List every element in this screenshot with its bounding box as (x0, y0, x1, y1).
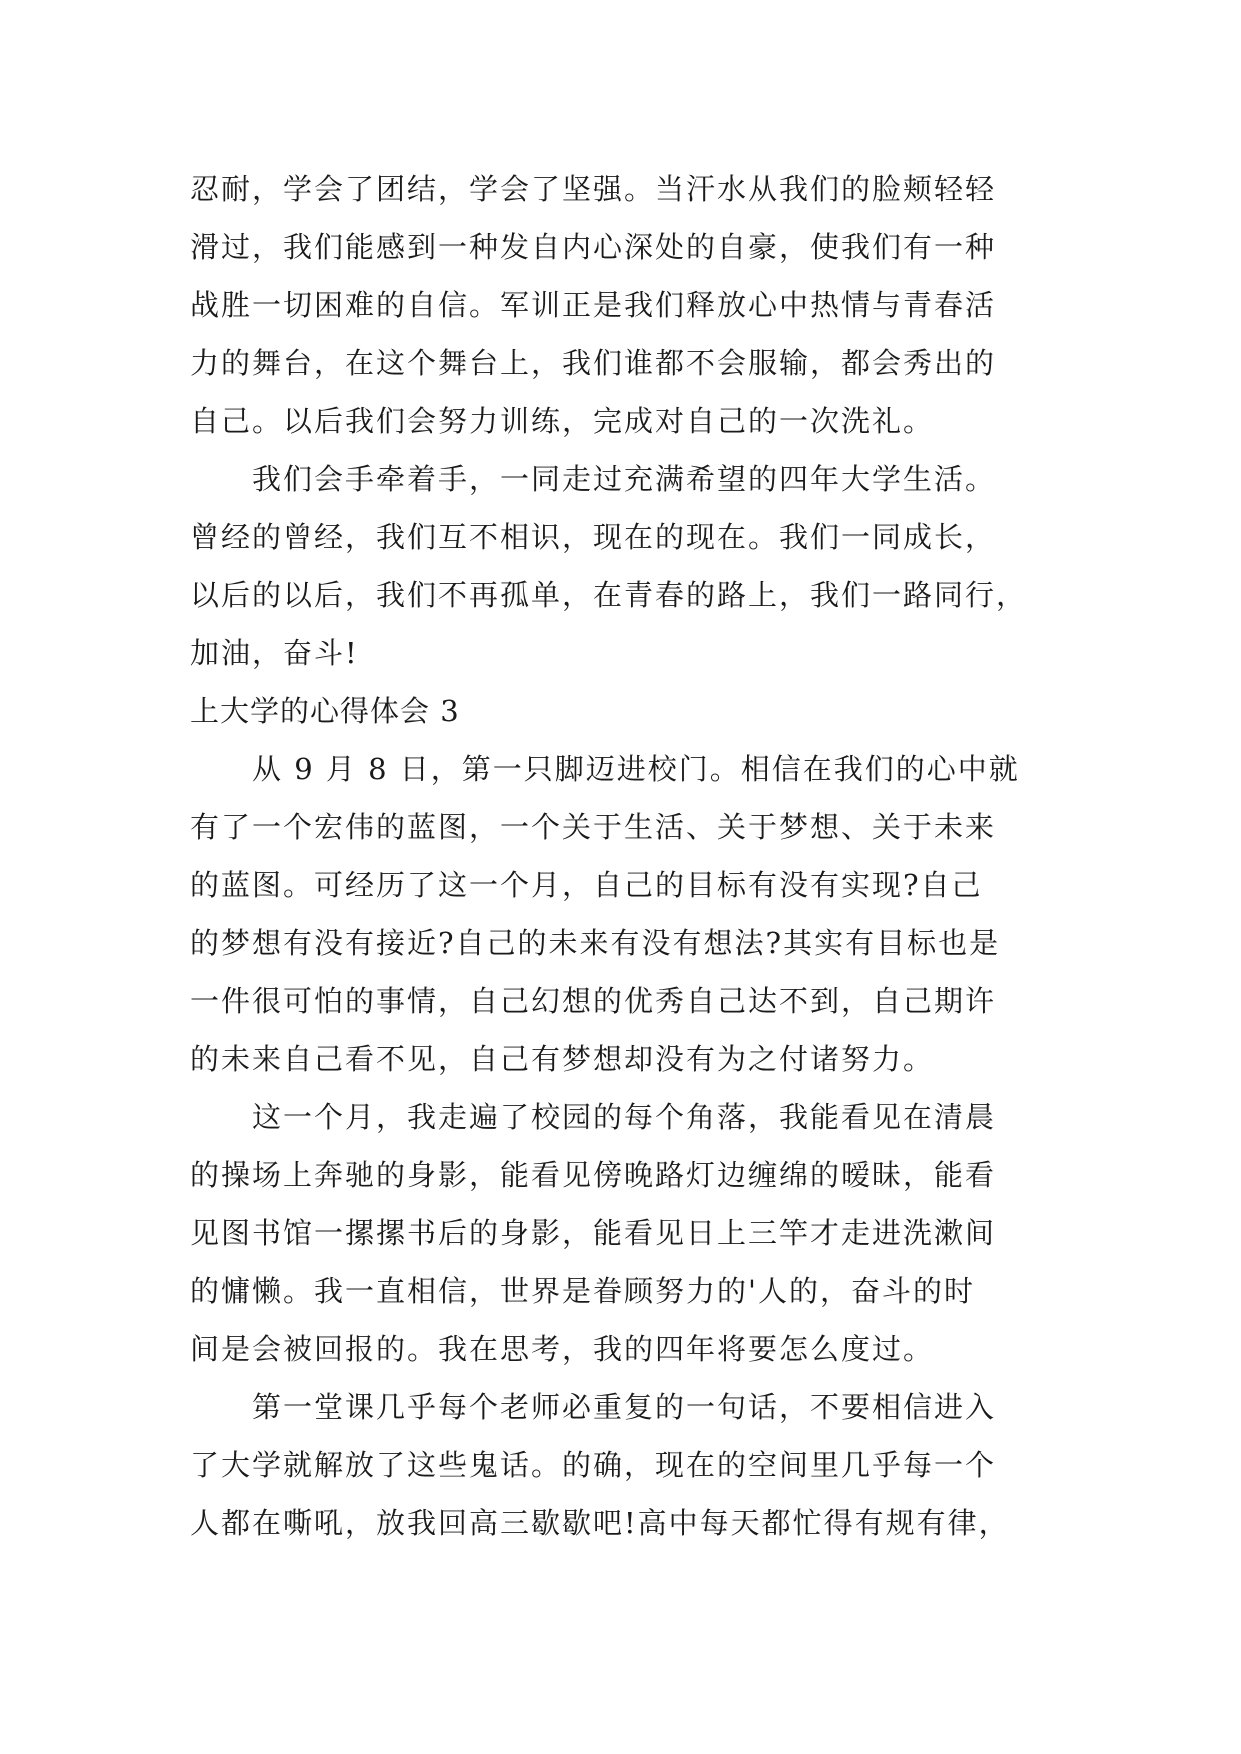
text-line: 滑过，我们能感到一种发自内心深处的自豪，使我们有一种 (190, 230, 997, 264)
text-line: 人都在嘶吼，放我回高三歇歇吧!高中每天都忙得有规有律， (190, 1506, 1010, 1540)
section-heading: 上大学的心得体会 3 (190, 694, 460, 728)
paragraph-5 (190, 1378, 1050, 1552)
paragraph-3 (190, 740, 1050, 1088)
text-line: 战胜一切困难的自信。军训正是我们释放心中热情与青春活 (190, 288, 997, 322)
text-line: 了大学就解放了这些鬼话。的确，现在的空间里几乎每一个 (190, 1448, 997, 1482)
text-line: 第一堂课几乎每个老师必重复的一句话，不要相信进入 (252, 1390, 997, 1424)
text-line: 的慵懒。我一直相信，世界是眷顾努力的'人的，奋斗的时 (190, 1274, 975, 1308)
text-line: 的操场上奔驰的身影，能看见傍晚路灯边缠绵的暧昧，能看 (190, 1158, 997, 1192)
text-line: 一件很可怕的事情，自己幻想的优秀自己达不到，自己期许 (190, 984, 997, 1018)
text-line: 曾经的曾经，我们互不相识，现在的现在。我们一同成长， (190, 520, 997, 554)
text-line: 这一个月，我走遍了校园的每个角落，我能看见在清晨 (252, 1100, 997, 1134)
text-line: 加油，奋斗! (190, 636, 359, 670)
text-line: 间是会被回报的。我在思考，我的四年将要怎么度过。 (190, 1332, 935, 1366)
text-line: 的蓝图。可经历了这一个月，自己的目标有没有实现?自己 (190, 868, 983, 902)
text-line: 忍耐，学会了团结，学会了坚强。当汗水从我们的脸颊轻轻 (190, 172, 997, 206)
paragraph-2 (190, 450, 1050, 682)
text-line: 力的舞台，在这个舞台上，我们谁都不会服输，都会秀出的 (190, 346, 997, 380)
text-line: 以后的以后，我们不再孤单，在青春的路上，我们一路同行， (190, 578, 1028, 612)
text-line: 从 9 月 8 日，第一只脚迈进校门。相信在我们的心中就 (252, 752, 1020, 786)
text-line: 我们会手牵着手，一同走过充满希望的四年大学生活。 (252, 462, 997, 496)
document-page (190, 160, 1050, 1552)
text-line: 有了一个宏伟的蓝图，一个关于生活、关于梦想、关于未来 (190, 810, 997, 844)
text-line: 的梦想有没有接近?自己的未来有没有想法?其实有目标也是 (190, 926, 1001, 960)
text-line: 的未来自己看不见，自己有梦想却没有为之付诸努力。 (190, 1042, 935, 1076)
text-line: 自己。以后我们会努力训练，完成对自己的一次洗礼。 (190, 404, 935, 438)
paragraph-4 (190, 1088, 1050, 1378)
text-line: 见图书馆一摞摞书后的身影，能看见日上三竿才走进洗漱间 (190, 1216, 997, 1250)
paragraph-1 (190, 160, 1050, 450)
